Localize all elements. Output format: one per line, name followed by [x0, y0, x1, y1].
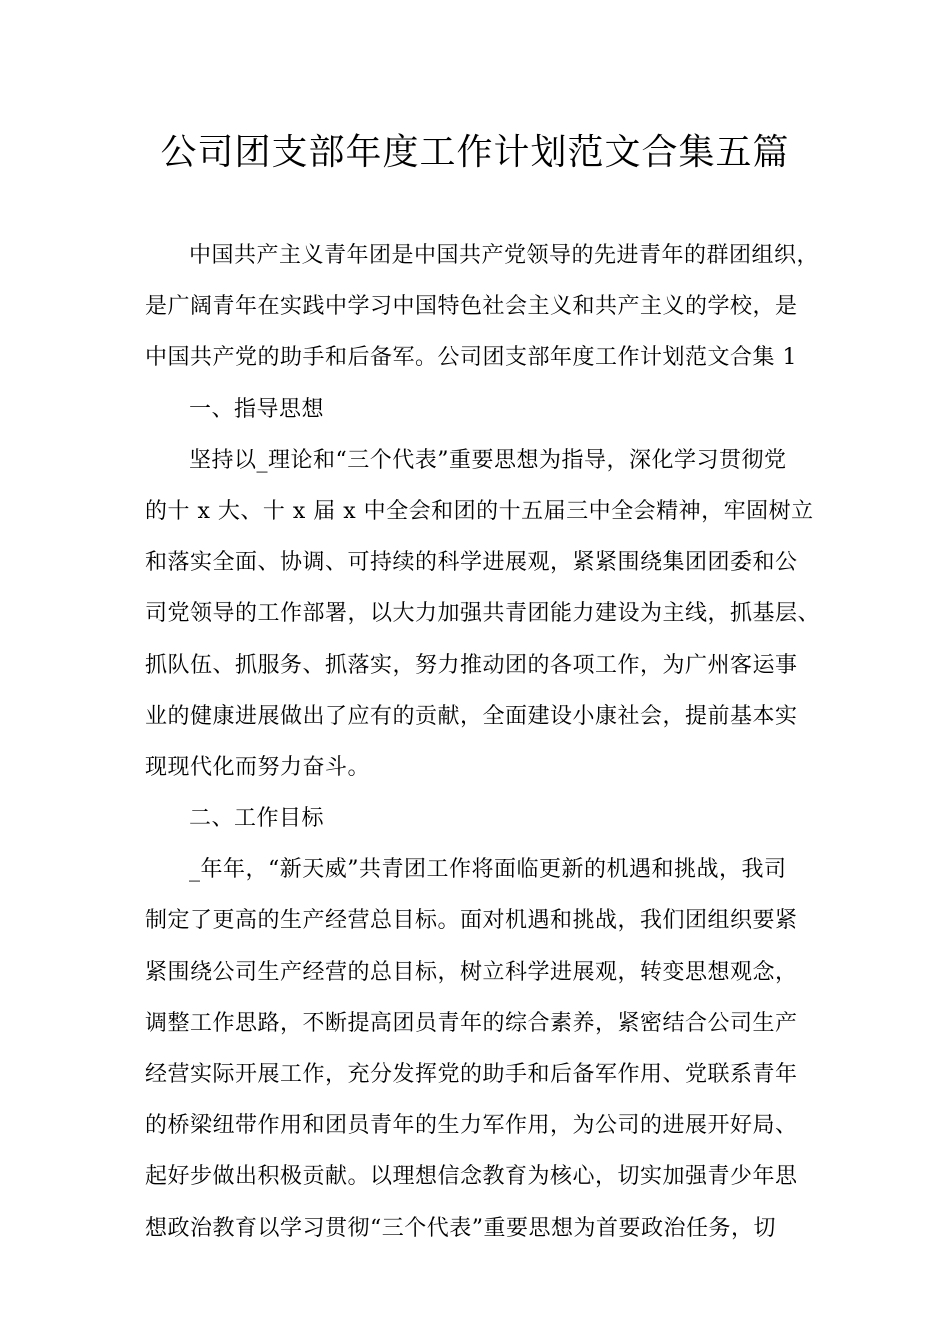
paragraph-line: 的桥梁纽带作用和团员青年的生力军作用，为公司的进展开好局、 [145, 1113, 798, 1139]
paragraph-line: 紧围绕公司生产经营的总目标，树立科学进展观，转变思想观念， [145, 959, 798, 985]
paragraph-line: 和落实全面、协调、可持续的科学进展观，紧紧围绕集团团委和公 [145, 550, 798, 576]
paragraph-line: _年年，“新天威”共青团工作将面临更新的机遇和挑战，我司 [189, 857, 787, 883]
document-title: 公司团支部年度工作计划范文合集五篇 [160, 132, 790, 173]
section-heading: 二、工作目标 [189, 806, 325, 832]
paragraph-line: 制定了更高的生产经营总目标。面对机遇和挑战，我们团组织要紧 [145, 908, 798, 934]
paragraph-line: 业的健康进展做出了应有的贡献，全面建设小康社会，提前基本实 [145, 703, 798, 729]
paragraph-line: 坚持以_理论和“三个代表”重要思想为指导，深化学习贯彻党 [189, 447, 787, 473]
paragraph-line: 调整工作思路，不断提高团员青年的综合素养，紧密结合公司生产 [145, 1010, 798, 1036]
paragraph-line: 中国共产主义青年团是中国共产党领导的先进青年的群团组织， [189, 243, 820, 268]
paragraph-line: 抓队伍、抓服务、抓落实，努力推动团的各项工作，为广州客运事 [145, 652, 798, 678]
paragraph-line: 是广阔青年在实践中学习中国特色社会主义和共产主义的学校，是 [145, 294, 798, 320]
document-body [145, 230, 835, 1254]
paragraph-line: 司党领导的工作部署，以大力加强共青团能力建设为主线，抓基层、 [145, 601, 821, 627]
paragraph-line: 起好步做出积极贡献。以理想信念教育为核心，切实加强青少年思 [145, 1164, 798, 1190]
paragraph-line: 中国共产党的助手和后备军。公司团支部年度工作计划范文合集 1 [145, 345, 797, 371]
section-heading: 一、指导思想 [189, 396, 325, 422]
paragraph-line: 想政治教育以学习贯彻“三个代表”重要思想为首要政治任务，切 [145, 1215, 776, 1241]
paragraph-line: 经营实际开展工作，充分发挥党的助手和后备军作用、党联系青年 [145, 1062, 798, 1087]
paragraph-line: 现现代化而努力奋斗。 [145, 754, 371, 780]
paragraph-line: 的十 x 大、十 x 届 x 中全会和团的十五届三中全会精神，牢固树立 [145, 498, 814, 524]
